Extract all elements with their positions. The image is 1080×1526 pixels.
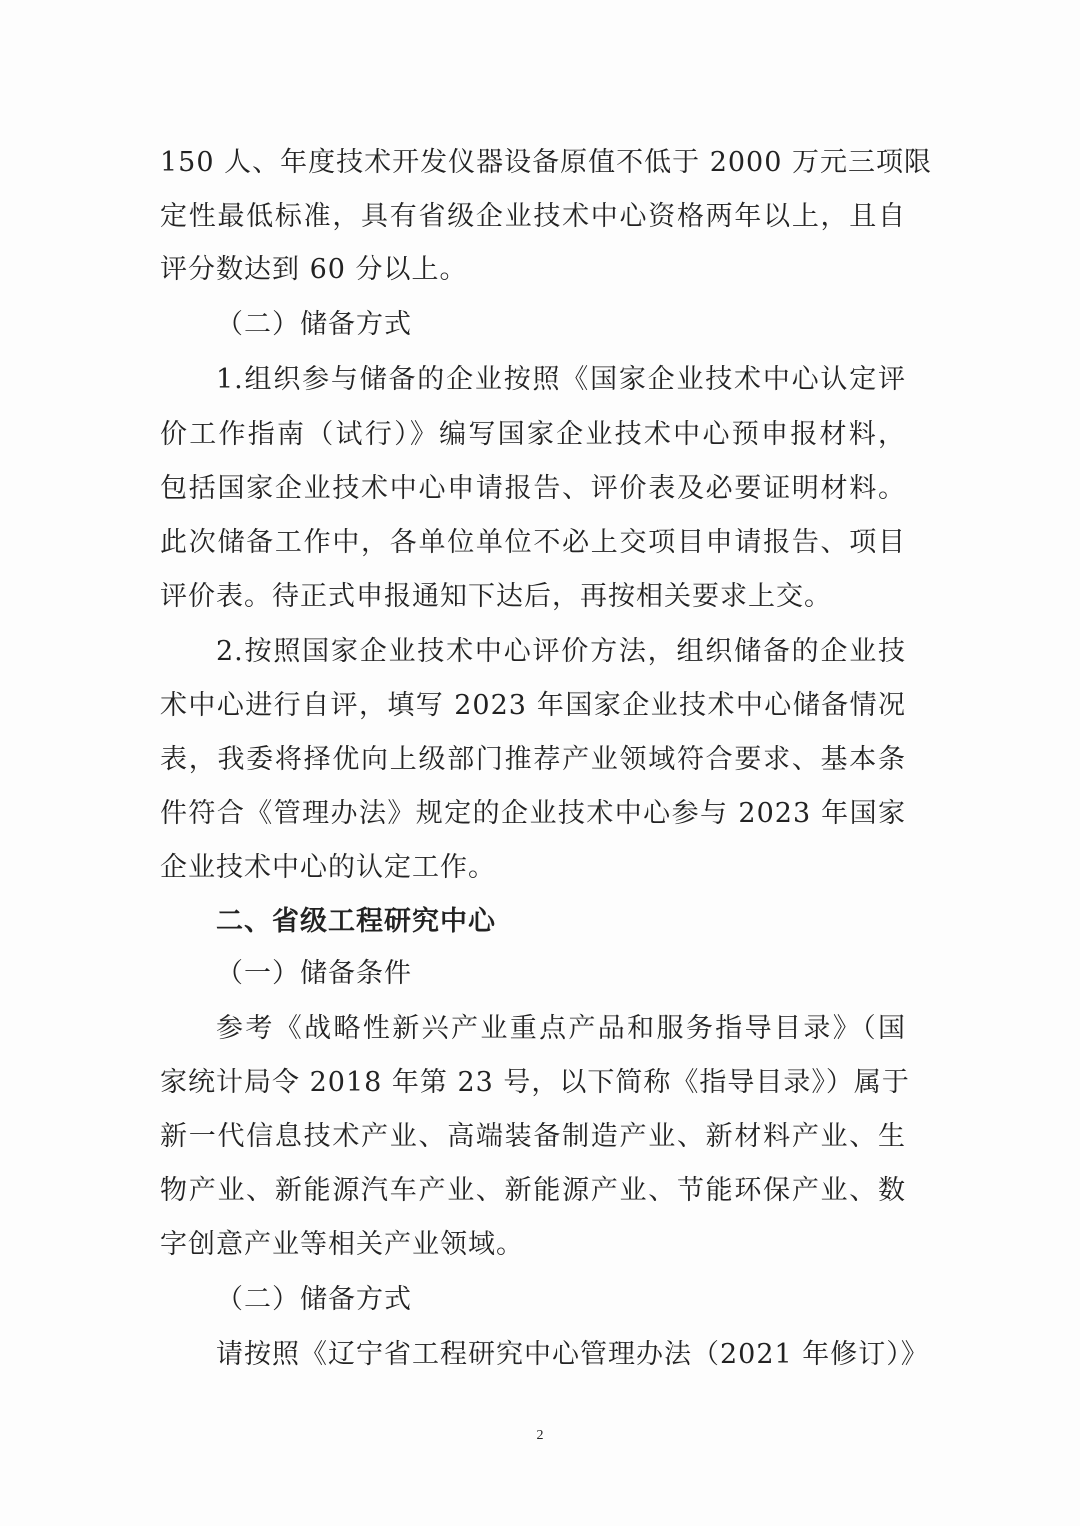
body-line: 评价表。待正式申报通知下达后，再按相关要求上交。 bbox=[160, 581, 832, 612]
body-line: 参考《战略性新兴产业重点产品和服务指导目录》（国 bbox=[216, 1013, 906, 1044]
body-line: 包括国家企业技术中心申请报告、评价表及必要证明材料。 bbox=[160, 473, 906, 504]
body-line: 件符合《管理办法》规定的企业技术中心参与 2023 年国家 bbox=[160, 798, 906, 829]
body-line: 定性最低标准，具有省级企业技术中心资格两年以上，且自 bbox=[160, 201, 906, 232]
subheading: （一）储备条件 bbox=[216, 958, 412, 989]
body-line: 150 人、年度技术开发仪器设备原值不低于 2000 万元三项限 bbox=[160, 147, 932, 178]
body-line: 企业技术中心的认定工作。 bbox=[160, 852, 496, 883]
body-line: 评分数达到 60 分以上。 bbox=[160, 254, 468, 285]
page-number: 2 bbox=[536, 1428, 544, 1443]
body-line: 表，我委将择优向上级部门推荐产业领域符合要求、基本条 bbox=[160, 744, 906, 775]
body-line: 此次储备工作中，各单位单位不必上交项目申请报告、项目 bbox=[160, 527, 906, 558]
subheading: （二）储备方式 bbox=[216, 1284, 412, 1315]
section-heading: 二、省级工程研究中心 bbox=[216, 906, 496, 937]
body-line: 新一代信息技术产业、高端装备制造产业、新材料产业、生 bbox=[160, 1121, 906, 1152]
body-line: 请按照《辽宁省工程研究中心管理办法（2021 年修订）》 bbox=[216, 1339, 929, 1370]
subheading: （二）储备方式 bbox=[216, 309, 412, 340]
body-line: 价工作指南（试行）》编写国家企业技术中心预申报材料， bbox=[160, 419, 906, 450]
body-line: 1.组织参与储备的企业按照《国家企业技术中心认定评 bbox=[216, 364, 906, 395]
body-line: 2.按照国家企业技术中心评价方法，组织储备的企业技 bbox=[216, 636, 906, 667]
body-line: 家统计局令 2018 年第 23 号，以下简称《指导目录》）属于 bbox=[160, 1067, 910, 1098]
body-line: 术中心进行自评，填写 2023 年国家企业技术中心储备情况 bbox=[160, 690, 906, 721]
body-line: 字创意产业等相关产业领域。 bbox=[160, 1229, 524, 1260]
body-line: 物产业、新能源汽车产业、新能源产业、节能环保产业、数 bbox=[160, 1175, 906, 1206]
